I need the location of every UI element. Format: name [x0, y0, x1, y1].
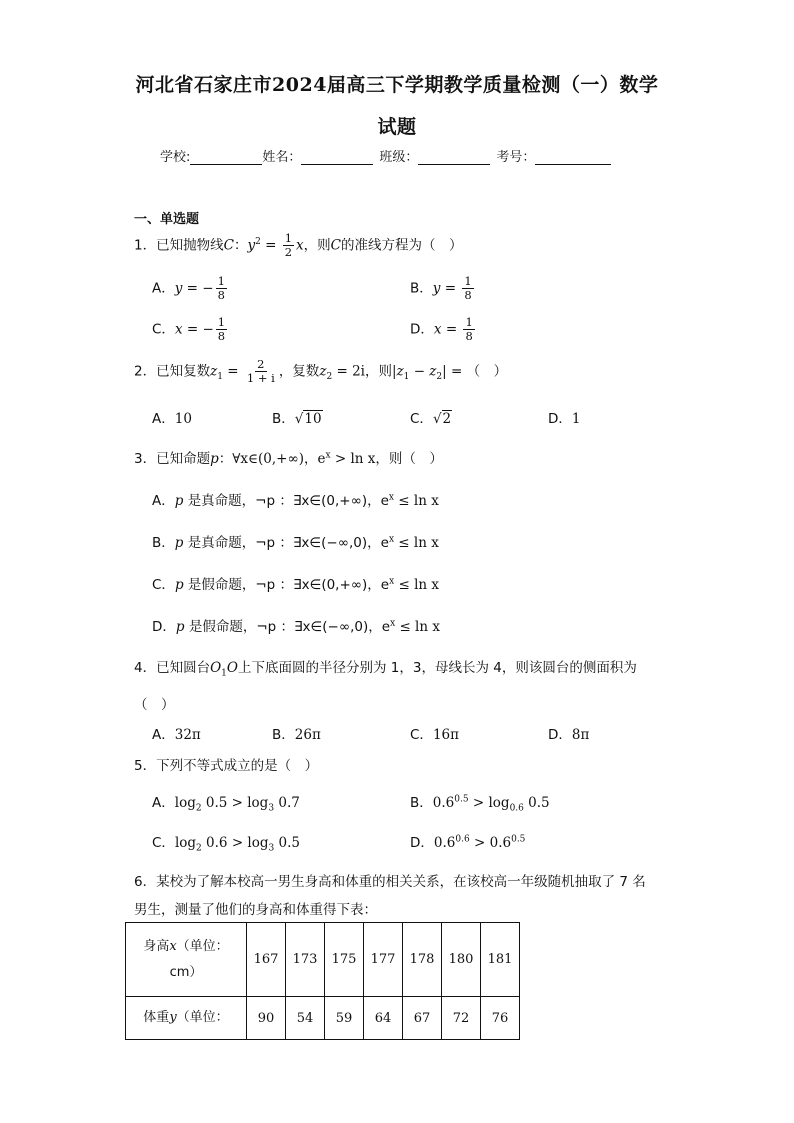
table-cell: 175: [325, 923, 364, 997]
table-cell: 64: [364, 997, 403, 1040]
school-blank[interactable]: [190, 150, 262, 165]
table-row: [126, 923, 520, 997]
question-6-cont: 男生，测量了他们的身高和体重得下表：: [134, 902, 377, 918]
class-label: 班级：: [379, 150, 419, 165]
q5-option-a[interactable]: A．$\log_2 0.5 > \log_3 0.7$: [152, 795, 300, 814]
height-header: 身高x（单位： cm）: [126, 923, 247, 997]
q3-option-a[interactable]: A．p 是真命题，¬p ：∃x∈(0,+∞)，$e^x \le \ln x$: [152, 492, 439, 509]
table-cell: 67: [403, 997, 442, 1040]
exam-no-label: 考号：: [496, 150, 536, 165]
table-row: [126, 997, 520, 1040]
title-line-1: 河北省石家庄市2024届高三下学期教学质量检测（一）数学: [135, 74, 659, 96]
q3-option-c[interactable]: C．p 是假命题，¬p ：∃x∈(0,+∞)，$e^x \le \ln x$: [152, 576, 439, 593]
exam-no-blank[interactable]: [535, 150, 611, 165]
q1-option-d[interactable]: D．x = $\frac{1}{8}$: [410, 315, 473, 343]
name-label: 姓名：: [262, 150, 302, 165]
q5-option-b[interactable]: B．$0.6^{0.5} > \log_{0.6} 0.5$: [410, 794, 550, 814]
q5-option-d[interactable]: D．$0.6^{0.6} > 0.6^{0.5}$: [410, 834, 526, 851]
table-cell: 177: [364, 923, 403, 997]
q3-option-d[interactable]: D．p 是假命题，¬p ：∃x∈(−∞,0)，$e^x \le \ln x$: [152, 618, 440, 635]
q1-option-c[interactable]: C．x = − $\frac{1}{8}$: [152, 315, 226, 343]
q3-option-b[interactable]: B．p 是真命题，¬p ：∃x∈(−∞,0)，$e^x \le \ln x$: [152, 534, 439, 551]
table-cell: 178: [403, 923, 442, 997]
table-cell: 173: [286, 923, 325, 997]
q2-option-c[interactable]: C．√2: [410, 411, 452, 427]
question-5: 5．下列不等式成立的是（ ）: [134, 758, 319, 774]
school-label: 学校:: [160, 150, 191, 165]
q2-option-b[interactable]: B．√10: [272, 411, 322, 427]
q4-option-b[interactable]: B．26π: [272, 727, 321, 743]
q2-option-d[interactable]: D．1: [548, 411, 581, 427]
question-4: 4．已知圆台$O_1O$上下底面圆的半径分别为 1，3，母线长为 4，则该圆台的侧面积为: [134, 660, 637, 679]
fraction: $\frac{1}{2}$: [284, 231, 293, 259]
table-cell: 181: [481, 923, 520, 997]
q5-option-c[interactable]: C．$\log_2 0.6 > \log_3 0.5$: [152, 835, 301, 854]
table-cell: 90: [247, 997, 286, 1040]
table-cell: 76: [481, 997, 520, 1040]
q2-option-a[interactable]: A．10: [152, 411, 192, 427]
table-cell: 59: [325, 997, 364, 1040]
table-cell: 180: [442, 923, 481, 997]
student-info-row: [160, 146, 611, 165]
question-4-cont: （ ）: [134, 697, 175, 713]
q1-option-a[interactable]: A．y = − $\frac{1}{8}$: [152, 274, 225, 302]
name-blank[interactable]: [301, 150, 373, 165]
weight-header: 体重y（单位：: [126, 997, 247, 1040]
q4-option-c[interactable]: C．16π: [410, 727, 459, 743]
question-1: 1．已知抛物线C：$y^2$ = $\frac{1}{2}$ x，则C的准线方程为（ ）: [134, 231, 463, 259]
question-6: 6．某校为了解本校高一男生身高和体重的相关关系，在该校高一年级随机抽取了 7 名: [134, 874, 646, 890]
title-line-2: 试题: [377, 116, 417, 138]
q4-option-a[interactable]: A．32π: [152, 727, 201, 743]
question-3: 3．已知命题p：∀x∈(0,+∞)，$e^x > \ln x$，则（ ）: [134, 450, 443, 467]
question-2: 2．已知复数$z_1$ = $\frac{2}{1 + i}$ ，复数$z_2 = 2i$，则$|z_1 - z_2|$ = （ ）: [134, 357, 508, 385]
table-cell: 72: [442, 997, 481, 1040]
height-weight-table: [125, 922, 520, 1040]
q1-option-b[interactable]: B．y = $\frac{1}{8}$: [410, 274, 472, 302]
q4-option-d[interactable]: D．8π: [548, 727, 590, 743]
table-cell: 167: [247, 923, 286, 997]
class-blank[interactable]: [418, 150, 490, 165]
table-cell: 54: [286, 997, 325, 1040]
section-heading: 一、单选题: [134, 212, 200, 227]
